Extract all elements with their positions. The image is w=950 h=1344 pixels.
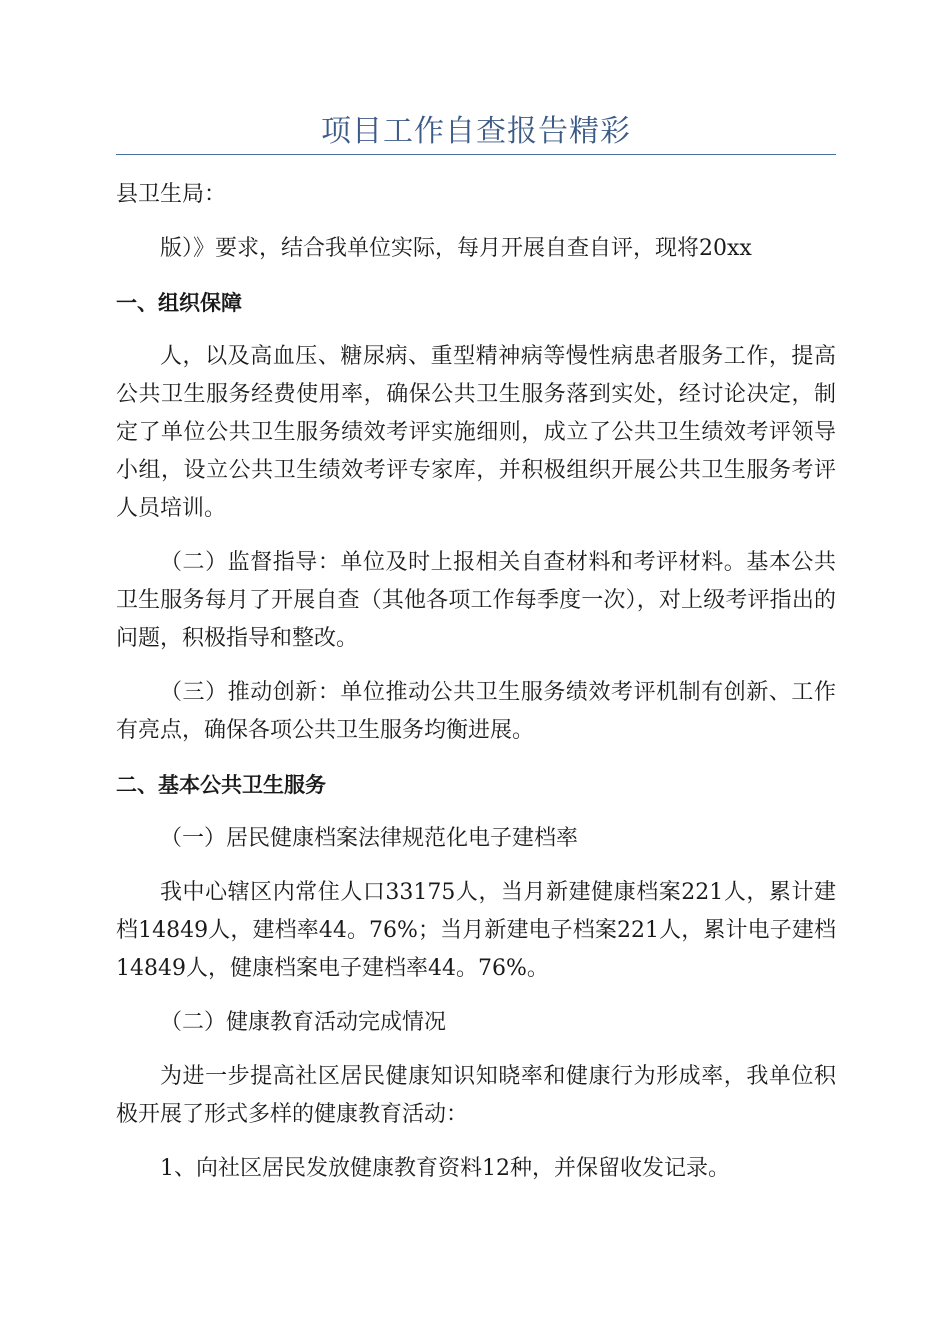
section-heading-2: 二、基本公共卫生服务 xyxy=(116,773,326,797)
paragraph-supervision: （二）监督指导：单位及时上报相关自查材料和考评材料。基本公共卫生服务每月了开展自查（其他各项工作每季度一次），对上级考评指出的问题，积极指导和整改。 xyxy=(116,550,836,651)
section-heading-1: 一、组织保障 xyxy=(116,291,242,315)
salutation: 县卫生局： xyxy=(116,182,227,207)
title-underline xyxy=(116,154,836,155)
subheading-health-education: （二）健康教育活动完成情况 xyxy=(160,1010,447,1035)
paragraph-health-education: 为进一步提高社区居民健康知识知晓率和健康行为形成率，我单位积极开展了形式多样的健康教育活动： xyxy=(116,1064,836,1127)
paragraph-health-records: 我中心辖区内常住人口33175人，当月新建健康档案221人，累计建档14849人，建档率44。76%；当月新建电子档案221人，累计电子建档14849人，健康档案电子建档率44。76%。 xyxy=(116,880,836,981)
paragraph-organization: 人，以及高血压、糖尿病、重型精神病等慢性病患者服务工作，提高公共卫生服务经费使用率，确保公共卫生服务落到实处，经讨论决定，制定了单位公共卫生服务绩效考评实施细则，成立了公共卫生绩效考评领导小组，设立公共卫生绩效考评专家库，并积极组织开展公共卫生服务考评人员培训。 xyxy=(116,344,836,521)
paragraph-innovation: （三）推动创新：单位推动公共卫生服务绩效考评机制有创新、工作有亮点，确保各项公共卫生服务均衡进展。 xyxy=(116,680,836,743)
list-item-1: 1、向社区居民发放健康教育资料12种，并保留收发记录。 xyxy=(160,1156,730,1181)
intro-paragraph: 版）》要求，结合我单位实际，每月开展自查自评，现将20xx xyxy=(160,236,752,261)
document-title: 项目工作自查报告精彩 xyxy=(321,114,631,149)
document-body xyxy=(116,176,836,1204)
subheading-health-records: （一）居民健康档案法律规范化电子建档率 xyxy=(160,826,579,851)
